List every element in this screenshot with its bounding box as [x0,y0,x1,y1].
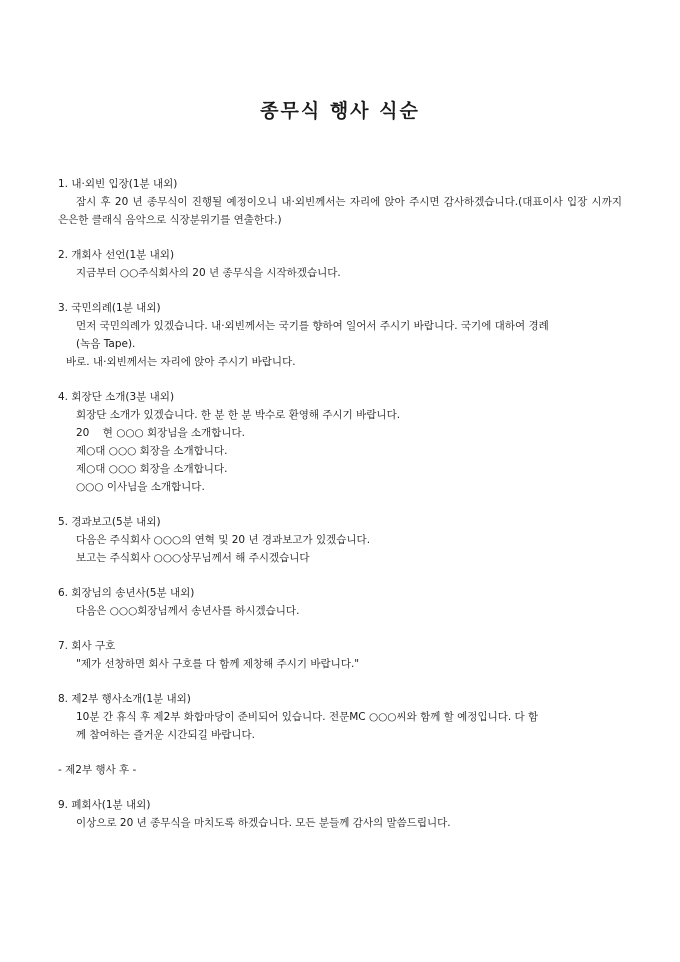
section-1 [58,175,622,229]
section-text: 먼저 국민의례가 있겠습니다. 내·외빈께서는 국기를 향하여 일어서 주시기 바랍니다. 국기에 대하여 경례 [76,320,549,332]
break-note: - 제2부 행사 후 - [58,764,137,776]
section-text: ○○○ 이사님을 소개합니다. [76,481,205,493]
section-text: 지금부터 ○○주식회사의 20 년 종무식을 시작하겠습니다. [76,267,341,279]
section-text: 제○대 ○○○ 회장을 소개합니다. [76,445,228,457]
section-text: 이상으로 20 년 종무식을 마치도록 하겠습니다. 모든 분들께 감사의 말씀드립니다. [76,817,451,829]
section-heading: 1. 내·외빈 입장(1분 내외) [58,178,178,190]
section-5 [58,513,622,567]
section-4 [58,388,622,496]
section-text: 께 참여하는 즐거운 시간되길 바랍니다. [76,729,255,741]
section-7 [58,637,622,673]
section-2 [58,246,622,282]
section-heading: 5. 경과보고(5분 내외) [58,516,161,528]
section-heading: 2. 개회사 선언(1분 내외) [58,249,175,261]
section-text: 다음은 주식회사 ○○○의 연혁 및 20 년 경과보고가 있겠습니다. [76,534,371,546]
section-heading: 7. 회사 구호 [58,640,116,652]
section-text: 20 현 ○○○ 회장님을 소개합니다. [76,427,245,439]
section-heading: 9. 폐회사(1분 내외) [58,799,151,811]
section-text: "제가 선창하면 회사 구호를 다 함께 제창해 주시기 바랍니다." [76,658,360,670]
section-6 [58,584,622,620]
section-text: 보고는 주식회사 ○○○상무님께서 해 주시겠습니다 [76,552,310,564]
section-text: 잠시 후 20 년 종무식이 진행될 예정이오니 내·외빈께서는 자리에 앉아 주시면 감사하겠습니다.(대표이사 입장 시까지 은은한 클래식 음악으로 식장분위기를 연출한다.) [58,196,622,226]
section-heading: 6. 회장님의 송년사(5분 내외) [58,587,195,599]
section-text: 10분 간 휴식 후 제2부 화합마당이 준비되어 있습니다. 전문MC ○○○씨와 함께 할 예정입니다. 다 함 [76,711,539,723]
section-text: 제○대 ○○○ 회장을 소개합니다. [76,463,228,475]
section-9 [58,796,622,832]
section-3 [58,299,622,371]
section-heading: 8. 제2부 행사소개(1분 내외) [58,693,191,705]
section-8 [58,690,622,744]
section-heading: 4. 회장단 소개(3분 내외) [58,391,175,403]
section-text: (녹음 Tape). [76,338,136,350]
page-title: 종무식 행사 식순 [260,100,420,122]
section-text: 바로. 내·외빈께서는 자리에 앉아 주시기 바랍니다. [66,356,296,368]
section-heading: 3. 국민의례(1분 내외) [58,302,161,314]
section-text: 다음은 ○○○회장님께서 송년사를 하시겠습니다. [76,605,300,617]
section-text: 회장단 소개가 있겠습니다. 한 분 한 분 박수로 환영해 주시기 바랍니다. [76,409,401,421]
